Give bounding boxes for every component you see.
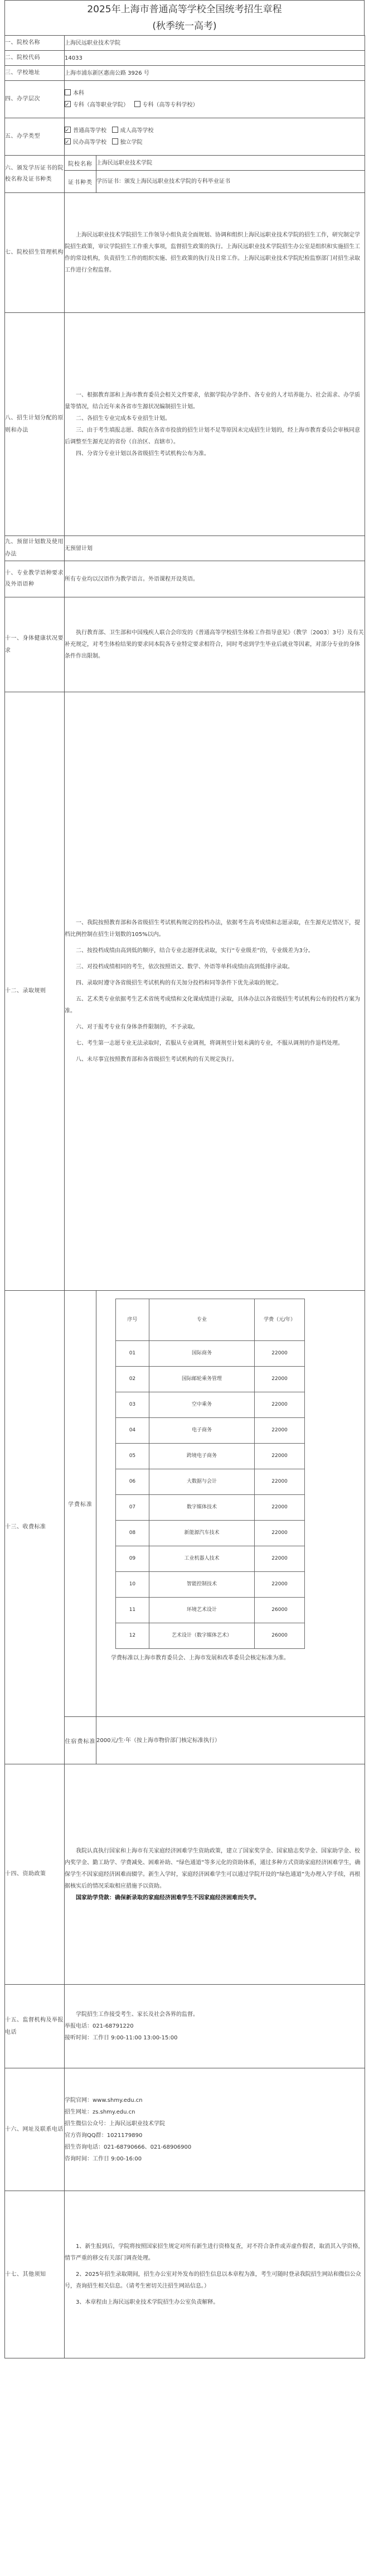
cell: 数字媒体技术 [149,1495,254,1521]
option-label: 独立学院 [120,139,143,146]
row-value [65,81,365,118]
row-tuition [5,1291,365,1717]
cell: 艺术设计（数字媒体艺术） [149,1623,254,1649]
tuition-header-row [116,1299,305,1341]
row-label: 五、办学类型 [5,118,65,156]
contact-phone: 招生咨询电话：021-68790666、021-68906900 [65,2144,192,2150]
checkbox-checked-icon [65,138,71,144]
paragraph: 学院招生工作接受考生、家长及社会各界的监督。 [76,2011,198,2018]
cell: 22000 [255,1469,305,1495]
sub-label: 院校名称 [65,156,96,171]
row-label: 十、专业教学语种要求及外语语种 [5,561,65,597]
paragraph: 上海民远职业技术学院招生工作领导小组负责全面规划、协调和组织上海民远职业技术学院的招生工作，研究制定学院招生政策，审议学院招生工作重大事项，监督招生政策的执行。上海民远职业技术学院招生办公室是组织和实施招生工作的常设机构，负责招生工作的组织实施、招生政策的执行及日常工作。上海民远职业技术学院纪检监察部门对招生录取工作进行全程监督。 [65,232,360,273]
cell: 国际邮轮乘务管理 [149,1367,254,1392]
row-other-notes [5,2191,365,2358]
paragraph: 二、按投档成绩由高到低的顺序，结合专业志愿择优录取，实行“专业级差”的，专业级差为3分。 [76,948,314,954]
row-value [65,1764,365,1985]
row-label: 十二、录取规则 [5,692,65,1291]
charter-table [4,35,365,2358]
cell: 09 [116,1546,149,1572]
row-value: 无预留计划 [65,536,365,561]
row-school-address [5,66,365,81]
row-value: 2000元/生·年（按上海市物价部门核定标准执行） [96,1717,365,1764]
table-row [116,1521,305,1546]
row-value: 上海市浦东新区惠南公路 3926 号 [65,66,365,81]
paragraph: 三、对投档成绩相同的考生，依次按照语文、数学、外语等单科成绩由高到低排序录取。 [76,964,293,970]
row-teaching-language [5,561,365,597]
paragraph: 七、考生第一志愿专业无法录取时，若服从专业调剂，将调剂至计划未满的专业，不服从调剂的作退档处理。 [76,1040,343,1046]
cell: 08 [116,1521,149,1546]
tuition-header: 专业 [149,1299,254,1341]
checkbox-icon [65,89,71,95]
paragraph: 3、本章程由上海民远职业技术学院招生办公室负责解释。 [76,2299,219,2305]
row-value [65,118,365,156]
option-label: 成人高等学校 [120,128,154,134]
row-admission-office [5,193,365,313]
row-label: 十七、其他须知 [5,2191,65,2358]
row-value [65,2191,365,2358]
cell: 10 [116,1572,149,1598]
row-school-name [5,36,365,51]
cell: 电子商务 [149,1418,254,1444]
row-value: 学历证书：颁发上海民远职业技术学院的专科毕业证书 [96,171,365,193]
cell: 01 [116,1341,149,1367]
checkbox-checked-icon [65,127,71,133]
table-row [116,1598,305,1623]
row-plan-allocation [5,313,365,536]
row-value [96,1291,365,1717]
table-row [116,1418,305,1444]
tuition-table [115,1299,305,1649]
tuition-header: 学费（元/年） [255,1299,305,1341]
row-certificate-name [5,156,365,171]
row-value [65,2068,365,2191]
cell: 05 [116,1444,149,1469]
row-label: 十一、身体健康状况要求 [5,597,65,692]
row-label: 二、院校代码 [5,51,65,66]
row-value: 所有专业均以汉语作为教学语言。外语课程开设英语。 [65,561,365,597]
checkbox-icon [112,127,118,133]
paragraph: 二、各招生专业完成本专业招生计划。 [76,415,171,422]
table-row [116,1367,305,1392]
row-label: 一、院校名称 [5,36,65,51]
paragraph: 八、未尽事宜按照教育部和各省级招生考试机构的有关规定执行。 [76,1057,237,1063]
cell: 新能源汽车技术 [149,1521,254,1546]
row-label: 四、办学层次 [5,81,65,118]
contact-hours: 咨询时间：工作日 9:00-16:00 [65,2155,142,2162]
paragraph: 五、艺术类专业依据考生艺术省统考成绩和文化课成绩进行录取，具体办法以各省级招生考试机构公布的投档方案为准。 [65,996,360,1014]
option-label: 普通高等学校 [73,128,106,134]
cell: 22000 [255,1367,305,1392]
cell: 26000 [255,1598,305,1623]
row-reserve-plan [5,536,365,561]
cell: 22000 [255,1521,305,1546]
row-education-level [5,81,365,118]
cell: 22000 [255,1392,305,1418]
paragraph: 我院认真执行国家和上海市有关家庭经济困难学生资助政策，建立了国家奖学金、国家励志奖学金、国家助学金、校内奖学金、勤工助学、学费减免、困难补助、“绿色通道”等多元化的资助体系，通过多种方式资助家庭经济困难学生，确保学生不因家庭经济困难而辍学。新生入学时，家庭经济困难学生可以通过学院开设的“绿色通道”先办理入学手续，再根据核实后的情况采取相应措施予以资助。 [65,1847,361,1889]
row-label: 三、学校地址 [5,66,65,81]
option-label: 专科（高等职业学院） [73,102,129,108]
checkbox-checked-icon [65,101,71,107]
row-value [65,193,365,313]
website-link[interactable]: 学院官网：www.shmy.edu.cn [65,2097,143,2104]
row-value: 14033 [65,51,365,66]
table-row [116,1572,305,1598]
cell: 国际商务 [149,1341,254,1367]
row-contact [5,2068,365,2191]
wechat-account: 招生微信公众号：上海民远职业技术学院 [65,2120,165,2127]
cell: 11 [116,1598,149,1623]
row-label: 九、预留计划数及使用办法 [5,536,65,561]
row-school-code [5,51,365,66]
row-label: 六、颁发学历证书的院校名称及证书种类 [5,156,65,193]
table-row [116,1495,305,1521]
tuition-note: 学费标准以上海市教育委员会、上海市发展和改革委员会核定标准为准。 [111,1655,289,1661]
sub-label: 住宿费标准 [65,1717,96,1764]
paragraph: 一、根据教育部和上海市教育委员会相关文件要求，依据学院办学条件、各专业的人才培养能力、社会需求、办学质量等情况，结合近年来各省市生源状况编制招生计划。 [65,392,360,410]
row-value [65,597,365,692]
qq-group: 官方咨询QQ群：1021179890 [65,2132,143,2139]
cell: 04 [116,1418,149,1444]
paragraph: 执行教育部、卫生部和中国残疾人联合会印发的《普通高等学校招生体检工作指导意见》（教学〔2003〕3号）及有关补充规定，对考生体检结果的要求同本院各专业特定要求相符合，同时考虑到学生毕业后就业等因素，对部分专业的身体条件作出限制。 [65,630,364,659]
checkbox-icon [112,138,118,144]
tuition-header: 序号 [116,1299,149,1341]
row-label: 十五、监督机构及举报电话 [5,1985,65,2068]
cell: 22000 [255,1572,305,1598]
row-value: 上海民远职业技术学院 [65,36,365,51]
charter-header [4,0,365,35]
row-value [65,313,365,536]
cell: 06 [116,1469,149,1495]
table-row [116,1341,305,1367]
cell: 12 [116,1623,149,1649]
table-row [116,1392,305,1418]
paragraph: 四、录取时遵守各省级招生考试机构的有关加分投档和同等条件下优先录取的规定。 [76,980,282,986]
paragraph: 2、2025年招生录取期间，招生办公室对外发布的招生信息以本章程为准，考生可随时登录我院招生网站和微信公众号，查询招生相关信息。（请考生密切关注招生网站信息。） [65,2271,361,2289]
row-financial-aid [5,1764,365,1985]
page-subtitle: (秋季统一高考) [152,21,217,32]
cell: 22000 [255,1418,305,1444]
paragraph: 一、我院按照教育部和各省级招生考试机构规定的投档办法，依据考生高考成绩和志愿录取，在生源充足情况下，提档比例控制在招生计划数的105%以内。 [65,920,360,938]
charter-page [4,0,365,2358]
sub-label: 学费标准 [65,1291,96,1717]
cell: 03 [116,1392,149,1418]
row-health-requirements [5,597,365,692]
paragraph-emphasis: 国家助学贷款：确保新录取的家庭经济困难学生不因家庭经济困难而失学。 [76,1894,260,1901]
checkbox-icon [134,101,140,107]
cell: 大数据与会计 [149,1469,254,1495]
admission-website-link[interactable]: 招生网址：zs.shmy.edu.cn [65,2109,135,2115]
row-label: 八、招生计划分配的原则和办法 [5,313,65,536]
row-supervision [5,1985,365,2068]
cell: 空中乘务 [149,1392,254,1418]
row-value: 上海民远职业技术学院 [96,156,365,171]
option-label: 本科 [73,90,84,97]
cell: 工业机器人技术 [149,1546,254,1572]
row-value [65,1985,365,2068]
cell: 跨境电子商务 [149,1444,254,1469]
paragraph: 六、对于报考专业有身体条件限制的，不予录取。 [76,1024,198,1030]
cell: 26000 [255,1623,305,1649]
report-phone: 举报电话：021-68791220 [65,2023,134,2029]
row-value [65,692,365,1291]
table-row [116,1469,305,1495]
cell: 环境艺术设计 [149,1598,254,1623]
paragraph: 1、新生报到后，学院将按照国家招生规定对所有新生进行资格复查，对不符合条件或弄虚作假者，取消其入学资格，情节严重的移交有关部门调查处理。 [65,2244,364,2261]
table-row [116,1546,305,1572]
row-label: 十三、收费标准 [5,1291,65,1764]
report-hours: 接听时间：工作日 9:00-11:00 13:00-15:00 [65,2035,178,2041]
table-row [116,1444,305,1469]
cell: 22000 [255,1495,305,1521]
cell: 智能控制技术 [149,1572,254,1598]
page-title: 2025年上海市普通高等学校全国统考招生章程 [87,4,282,15]
sub-label: 证书种类 [65,171,96,193]
cell: 02 [116,1367,149,1392]
cell: 22000 [255,1546,305,1572]
row-school-type [5,118,365,156]
option-label: 专科（高等专科学校） [142,102,198,108]
row-label: 十六、网址及联系电话 [5,2068,65,2191]
paragraph: 三、由于考生填报志愿、我院在各省市投放的招生计划不足等原因未完成招生计划的，经上海市教育委员会审核同意后调整至生源充足的省份（自治区、直辖市）。 [65,427,360,445]
cell: 07 [116,1495,149,1521]
cell: 22000 [255,1341,305,1367]
paragraph: 四、分省分专业计划以各省级招生考试机构公布为准。 [76,450,210,457]
table-row [116,1623,305,1649]
row-label: 七、院校招生管理机构 [5,193,65,313]
cell: 22000 [255,1444,305,1469]
row-admission-rules [5,692,365,1291]
row-label: 十四、资助政策 [5,1764,65,1985]
option-label: 民办高等学校 [73,139,106,146]
